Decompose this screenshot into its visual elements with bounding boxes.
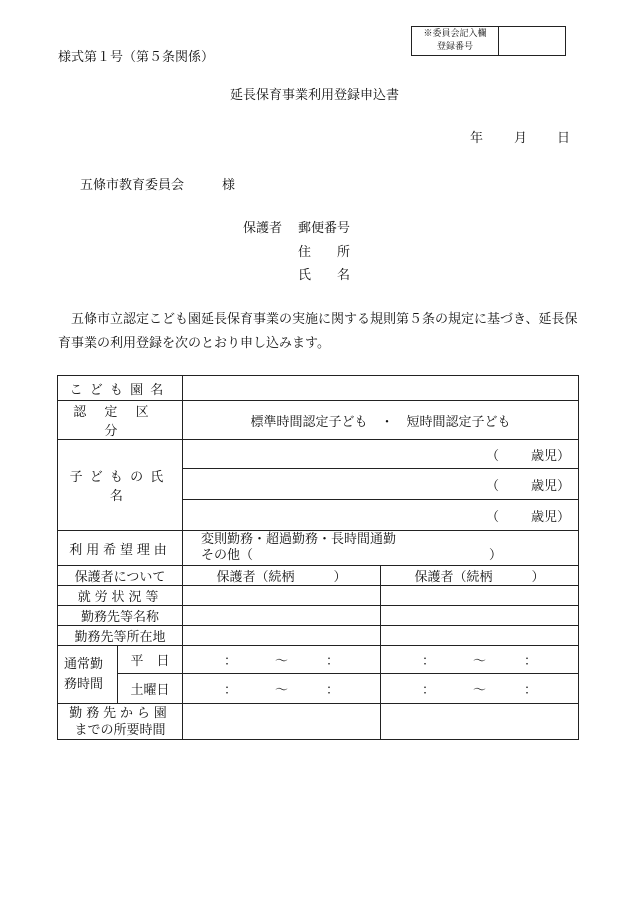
saturday-hours-1[interactable]: ： 〜 ： (183, 674, 381, 704)
weekday-hours-row (58, 646, 579, 674)
weekday-hours-1[interactable]: ： 〜 ： (183, 646, 381, 674)
commute-row (58, 704, 579, 740)
application-statement: 五條市立認定こども園延長保育事業の実施に関する規則第５条の規定に基づき、延長保育事業の利用登録を次のとおり申し込みます。 (58, 312, 578, 351)
commute-label: 勤務先から園 までの所要時間 (58, 704, 183, 740)
registration-number-label: 登録番号 (436, 42, 473, 52)
employment-field-1[interactable] (183, 586, 381, 606)
weekday-hours-2[interactable]: ： 〜 ： (381, 646, 579, 674)
child-row-1 (58, 440, 579, 469)
date-day: 日 (557, 131, 571, 146)
form-number: 様式第１号（第５条関係） (58, 50, 215, 65)
saturday-hours-2[interactable]: ： 〜 ： (381, 674, 579, 704)
workplace-address-label: 勤務先等所在地 (58, 626, 183, 646)
workplace-address-field-1[interactable] (183, 626, 381, 646)
school-name-label: こども園名 (69, 382, 171, 398)
working-hours-label: 通常勤務時間 (58, 646, 118, 704)
reason-row (58, 531, 579, 566)
workplace-address-row (58, 626, 579, 646)
saturday-label: 土曜日 (118, 674, 183, 704)
workplace-name-field-1[interactable] (183, 606, 381, 626)
employment-field-2[interactable] (381, 586, 579, 606)
guardian-about-label: 保護者について (58, 566, 183, 586)
reason-other: その他（ (201, 548, 254, 563)
registration-number-field[interactable] (499, 27, 565, 55)
guardian-header-row (58, 566, 579, 586)
child-name-label: 子どもの氏名 (69, 470, 171, 504)
reason-other-close: ） (489, 548, 503, 563)
application-form-table (57, 375, 579, 740)
commute-field-1[interactable] (183, 704, 381, 740)
name-label: 氏 名 (298, 268, 351, 283)
reason-options: 変則勤務・超過勤務・長時間通勤 (201, 532, 397, 547)
employment-row (58, 586, 579, 606)
saturday-hours-row (58, 674, 579, 704)
reason-field[interactable] (183, 531, 579, 566)
workplace-address-field-2[interactable] (381, 626, 579, 646)
commute-field-2[interactable] (381, 704, 579, 740)
employment-label: 就労状況等 (77, 590, 163, 605)
weekday-label: 平 日 (118, 646, 183, 674)
date-month: 月 (514, 131, 528, 146)
addressee-name: 五條市教育委員会 (80, 178, 185, 193)
child-name-field-3[interactable]: （ 歳児） (183, 500, 579, 531)
registration-number-box (411, 26, 566, 56)
guardian-1-relation[interactable]: 保護者（続柄 ） (183, 566, 381, 586)
school-name-field[interactable] (183, 376, 579, 401)
guardian-2-relation[interactable]: 保護者（続柄 ） (381, 566, 579, 586)
registration-box-note: ※委員会記入欄 (423, 29, 487, 39)
workplace-name-field-2[interactable] (381, 606, 579, 626)
addressee-honorific: 様 (222, 178, 236, 193)
postal-code-label: 郵便番号 (298, 221, 351, 236)
certification-options[interactable]: 標準時間認定子ども ・ 短時間認定子ども (183, 401, 579, 440)
workplace-name-label: 勤務先等名称 (58, 606, 183, 626)
school-row (58, 376, 579, 401)
child-name-field-1[interactable]: （ 歳児） (183, 440, 579, 469)
date-year: 年 (470, 131, 484, 146)
reason-label: 利用希望理由 (69, 542, 171, 558)
workplace-name-row (58, 606, 579, 626)
certification-label: 認定区分 (73, 405, 167, 439)
guardian-label: 保護者 (243, 221, 283, 236)
certification-row (58, 401, 579, 440)
address-label: 住 所 (298, 245, 351, 260)
child-name-field-2[interactable]: （ 歳児） (183, 469, 579, 500)
registration-box-label (412, 27, 499, 55)
document-title: 延長保育事業利用登録申込書 (230, 88, 400, 103)
